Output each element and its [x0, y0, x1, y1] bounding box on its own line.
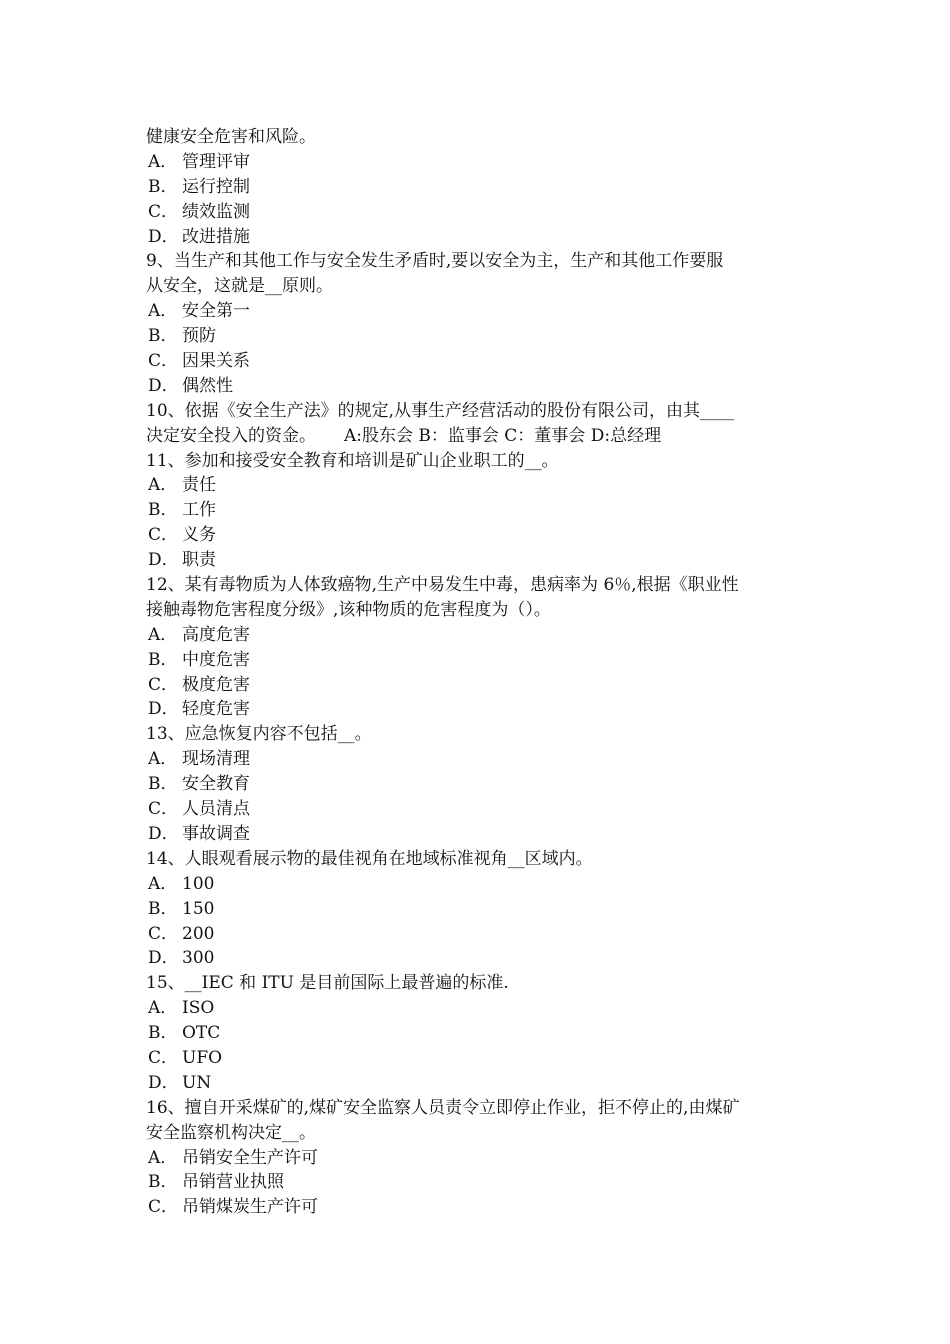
option-text: 安全第一: [182, 301, 250, 322]
option-text: 工作: [182, 500, 216, 521]
option-text: 现场清理: [182, 749, 250, 770]
answer-option: [146, 648, 810, 673]
document-page: [146, 125, 810, 1220]
answer-option: [146, 922, 810, 947]
question-line: 14、人眼观看展示物的最佳视角在地域标准视角__区域内。: [146, 848, 593, 869]
answer-option: [146, 498, 810, 523]
option-text: UN: [182, 1072, 212, 1093]
option-letter: C．: [148, 674, 179, 695]
option-text: 人员清点: [182, 799, 250, 820]
answer-option: [146, 996, 810, 1021]
option-letter: B．: [148, 898, 178, 919]
inline-options: A:股东会 B：监事会 C：董事会 D:总经理: [344, 425, 662, 446]
option-text: 预防: [182, 326, 216, 347]
option-text: OTC: [182, 1023, 221, 1044]
option-text: 200: [182, 923, 215, 944]
answer-option: [146, 772, 810, 797]
option-letter: B．: [148, 176, 178, 197]
option-text: 150: [182, 898, 215, 919]
option-text: 安全教育: [182, 774, 250, 795]
option-text: 轻度危害: [182, 699, 250, 720]
option-letter: A．: [148, 873, 178, 894]
option-letter: B．: [148, 1172, 178, 1193]
option-letter: D．: [148, 1072, 179, 1093]
option-text: 100: [182, 873, 215, 894]
option-text: 职责: [182, 550, 216, 571]
answer-option: [146, 473, 810, 498]
option-text: 中度危害: [182, 649, 250, 670]
answer-option: [146, 374, 810, 399]
option-text: 绩效监测: [182, 201, 250, 222]
question-line: 11、参加和接受安全教育和培训是矿山企业职工的__。: [146, 450, 559, 471]
option-letter: D．: [148, 699, 179, 720]
option-letter: C．: [148, 525, 179, 546]
answer-option: [146, 872, 810, 897]
question-text: 决定安全投入的资金。: [146, 425, 316, 446]
option-letter: B．: [148, 649, 178, 670]
option-letter: B．: [148, 326, 178, 347]
answer-option: [146, 1170, 810, 1195]
answer-option: [146, 1046, 810, 1071]
answer-option: [146, 673, 810, 698]
option-text: 管理评审: [182, 151, 250, 172]
question-line: 15、__IEC 和 ITU 是目前国际上最普遍的标准.: [146, 973, 509, 994]
option-text: 事故调查: [182, 823, 250, 844]
option-text: UFO: [182, 1047, 223, 1068]
answer-option: [146, 299, 810, 324]
answer-option: [146, 548, 810, 573]
answer-option: [146, 1021, 810, 1046]
option-letter: B．: [148, 1023, 178, 1044]
answer-option: [146, 897, 810, 922]
option-letter: A．: [148, 624, 178, 645]
option-letter: B．: [148, 774, 178, 795]
option-text: 运行控制: [182, 176, 250, 197]
option-letter: D．: [148, 948, 179, 969]
question-line: [146, 424, 810, 449]
option-text: 义务: [182, 525, 216, 546]
option-letter: A．: [148, 151, 178, 172]
option-text: 极度危害: [182, 674, 250, 695]
option-letter: C．: [148, 799, 179, 820]
answer-option: [146, 822, 810, 847]
option-text: 吊销煤炭生产许可: [182, 1197, 318, 1218]
option-text: 因果关系: [182, 351, 250, 372]
answer-option: [146, 150, 810, 175]
option-text: 300: [182, 948, 215, 969]
option-letter: A．: [148, 301, 178, 322]
answer-option: [146, 1071, 810, 1096]
answer-option: [146, 1146, 810, 1171]
question-line: 接触毒物危害程度分级》,该种物质的危害程度为（）。: [146, 599, 551, 620]
option-letter: D．: [148, 550, 179, 571]
answer-option: [146, 175, 810, 200]
option-letter: D．: [148, 375, 179, 396]
question-line: 安全监察机构决定__。: [146, 1122, 316, 1143]
option-text: 吊销营业执照: [182, 1172, 284, 1193]
option-text: 偶然性: [182, 375, 233, 396]
option-text: 改进措施: [182, 226, 250, 247]
answer-option: [146, 623, 810, 648]
answer-option: [146, 747, 810, 772]
answer-option: [146, 523, 810, 548]
option-letter: A．: [148, 475, 178, 496]
answer-option: [146, 225, 810, 250]
answer-option: [146, 1195, 810, 1220]
answer-option: [146, 349, 810, 374]
option-letter: C．: [148, 1197, 179, 1218]
option-letter: D．: [148, 226, 179, 247]
option-text: 吊销安全生产许可: [182, 1147, 318, 1168]
answer-option: [146, 324, 810, 349]
question-line: 12、某有毒物质为人体致癌物,生产中易发生中毒，患病率为 6％,根据《职业性: [146, 575, 739, 596]
option-text: 高度危害: [182, 624, 250, 645]
option-letter: C．: [148, 1047, 179, 1068]
option-letter: C．: [148, 201, 179, 222]
question-line: 9、当生产和其他工作与安全发生矛盾时,要以安全为主，生产和其他工作要服: [146, 251, 724, 272]
option-letter: A．: [148, 998, 178, 1019]
question-line: 从安全，这就是__原则。: [146, 276, 333, 297]
answer-option: [146, 697, 810, 722]
question-line: 16、擅自开采煤矿的,煤矿安全监察人员责令立即停止作业，拒不停止的,由煤矿: [146, 1097, 740, 1118]
question-line: 10、依据《安全生产法》的规定,从事生产经营活动的股份有限公司，由其____: [146, 400, 735, 421]
option-letter: C．: [148, 923, 179, 944]
option-letter: B．: [148, 500, 178, 521]
answer-option: [146, 200, 810, 225]
option-text: 责任: [182, 475, 216, 496]
question-line: 13、应急恢复内容不包括__。: [146, 724, 372, 745]
option-letter: A．: [148, 749, 178, 770]
answer-option: [146, 946, 810, 971]
option-text: ISO: [182, 998, 215, 1019]
question-line: 健康安全危害和风险。: [146, 127, 316, 147]
option-letter: C．: [148, 351, 179, 372]
option-letter: D．: [148, 823, 179, 844]
answer-option: [146, 797, 810, 822]
option-letter: A．: [148, 1147, 178, 1168]
